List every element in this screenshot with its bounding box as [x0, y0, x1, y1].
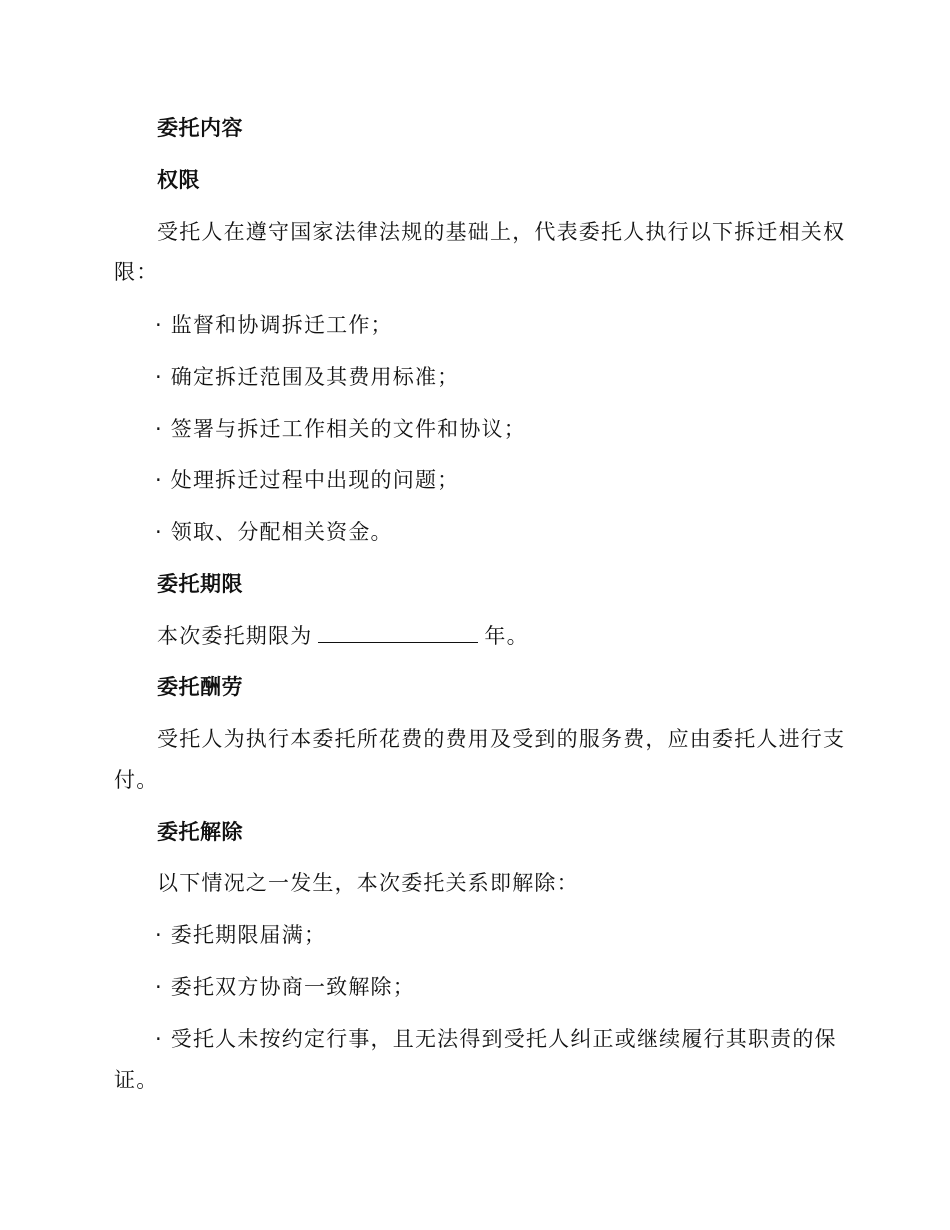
termination-item-3-line-2: 证。: [114, 1068, 159, 1092]
heading-fee: 委托酬劳: [157, 675, 243, 699]
authority-list-item: · 监督和协调拆迁工作；: [155, 313, 393, 337]
termination-list-item: · 委托双方协商一致解除；: [155, 975, 415, 999]
fee-line-1: 受托人为执行本委托所花费的费用及受到的服务费，应由委托人进行支: [157, 727, 846, 751]
authority-list-item: · 签署与拆迁工作相关的文件和协议；: [155, 417, 526, 441]
term-blank-field[interactable]: [318, 624, 478, 643]
fee-line-2: 付。: [114, 768, 159, 792]
termination-list-item: · 委托期限届满；: [155, 923, 327, 947]
heading-entrust-content: 委托内容: [157, 116, 243, 140]
heading-termination: 委托解除: [157, 820, 243, 844]
term-suffix: 年。: [484, 624, 529, 648]
authority-list-item: · 领取、分配相关资金。: [155, 520, 393, 544]
authority-intro-line-1: 受托人在遵守国家法律法规的基础上，代表委托人执行以下拆迁相关权: [157, 220, 846, 244]
term-sentence: [157, 622, 529, 650]
termination-intro: 以下情况之一发生，本次委托关系即解除：: [157, 871, 579, 895]
heading-term: 委托期限: [157, 572, 243, 596]
term-prefix: 本次委托期限为: [157, 624, 313, 648]
authority-intro-line-2: 限：: [114, 260, 159, 284]
authority-list-item: · 处理拆迁过程中出现的问题；: [155, 468, 460, 492]
authority-list-item: · 确定拆迁范围及其费用标准；: [155, 365, 460, 389]
heading-authority: 权限: [157, 168, 200, 192]
termination-item-3-line-1: · 受托人未按约定行事，且无法得到受托人纠正或继续履行其职责的保: [155, 1027, 837, 1051]
